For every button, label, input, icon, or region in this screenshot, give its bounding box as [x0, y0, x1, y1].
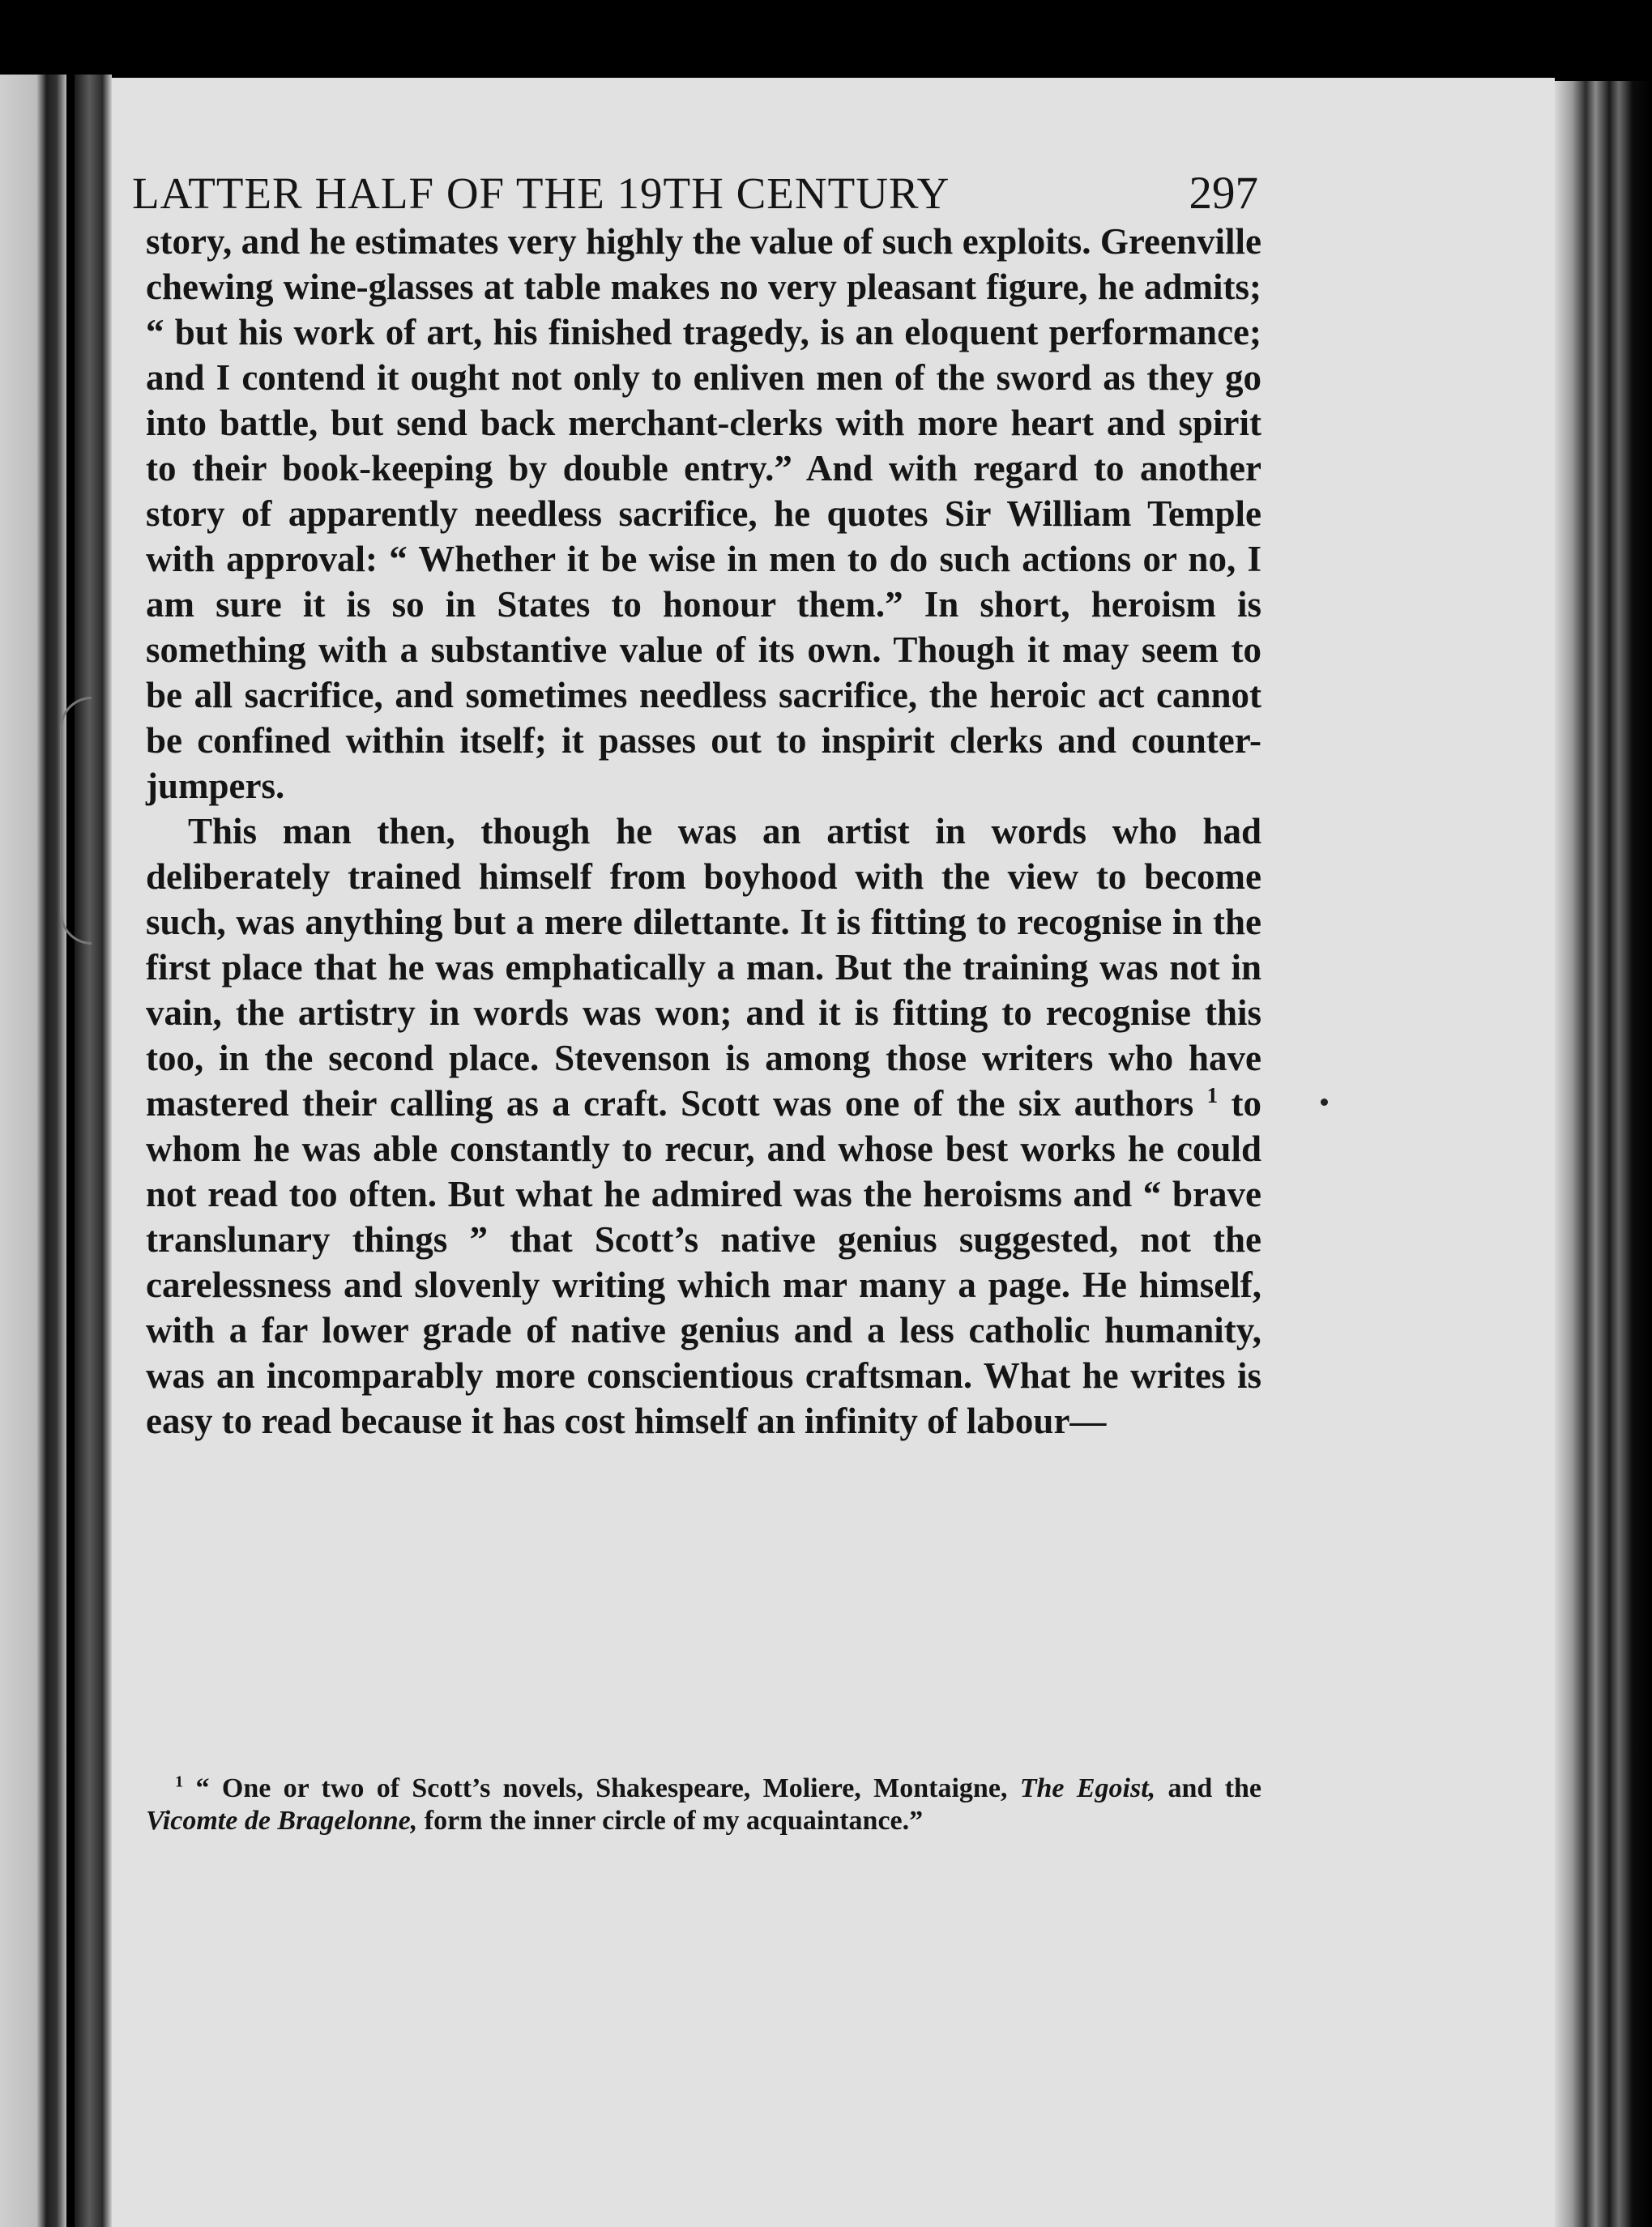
footnote	[146, 1773, 1261, 1837]
page-edge-shadow	[1555, 81, 1652, 2227]
book-spine-shadow	[75, 75, 112, 2227]
footnote-text-c: form the inner circle of my acquaintance.”	[424, 1806, 924, 1836]
running-title: LATTER HALF OF THE 19TH CENTURY	[132, 169, 950, 218]
paper-tear-mark	[60, 697, 92, 945]
facing-page-edge	[0, 75, 66, 2227]
footnote-reference: 1	[1206, 1083, 1219, 1107]
paragraph-2	[146, 808, 1261, 1444]
footnote-text-a: “ One or two of Scott’s novels, Shakespeare, Moliere, Montaigne,	[195, 1773, 1008, 1803]
running-header	[132, 167, 1258, 220]
body-text	[146, 219, 1261, 1444]
paragraph-1: story, and he estimates very highly the value of such exploits. Greenville chewing wine-glasses at table makes no very pleasant figure, he admits; “ but his work of art, his finished tragedy, is an eloquent performance; and I contend it ought not only to enliven men of the sword as they go into battle, but send back merchant-clerks with more heart and spirit to their book-keeping by double entry.” And with regard to another story of apparently needless sacrifice, he quotes Sir William Temple with approval: “ Whether it be wise in men to do such actions or no, I am sure it is so in States to honour them.” In short, heroism is something with a substantive value of its own. Though it may seem to be all sacrifice, and sometimes needless sacrifice, the heroic act cannot be confined within itself; it passes out to inspirit clerks and counter-jumpers.	[146, 221, 1261, 806]
paragraph-2-text-b: to whom he was able constantly to recur, and whose best works he could not read too often. But what he admired was the heroisms and “ brave translunary things ” that Scott’s native genius suggested, not the carelessness and slovenly writing which mar many a page. He himself, with a far lower grade of native genius and a less catholic humanity, was an incomparably more conscientious craftsman. What he writes is easy to read because it has cost himself an infinity of labour—	[146, 1083, 1262, 1441]
footnote-title-egoist: The Egoist,	[1019, 1773, 1156, 1803]
ink-speck	[1321, 1099, 1328, 1106]
footnote-title-bragelonne: Vicomte de Bragelonne,	[146, 1806, 418, 1836]
page-number: 297	[1189, 168, 1258, 219]
footnote-text-b: and the	[1167, 1773, 1261, 1803]
footnote-marker: 1	[175, 1773, 184, 1791]
paragraph-2-text-a: This man then, though he was an artist in words who had deliberately trained himself from boyhood with the view to become such, was anything but a mere dilettante. It is fitting to recognise in the first place that he was emphatically a man. But the training was not in vain, the artistry in words was won; and it is fitting to recognise this too, in the second place. Stevenson is among those writers who have mastered their calling as a craft. Scott was one of the six authors	[146, 811, 1261, 1124]
